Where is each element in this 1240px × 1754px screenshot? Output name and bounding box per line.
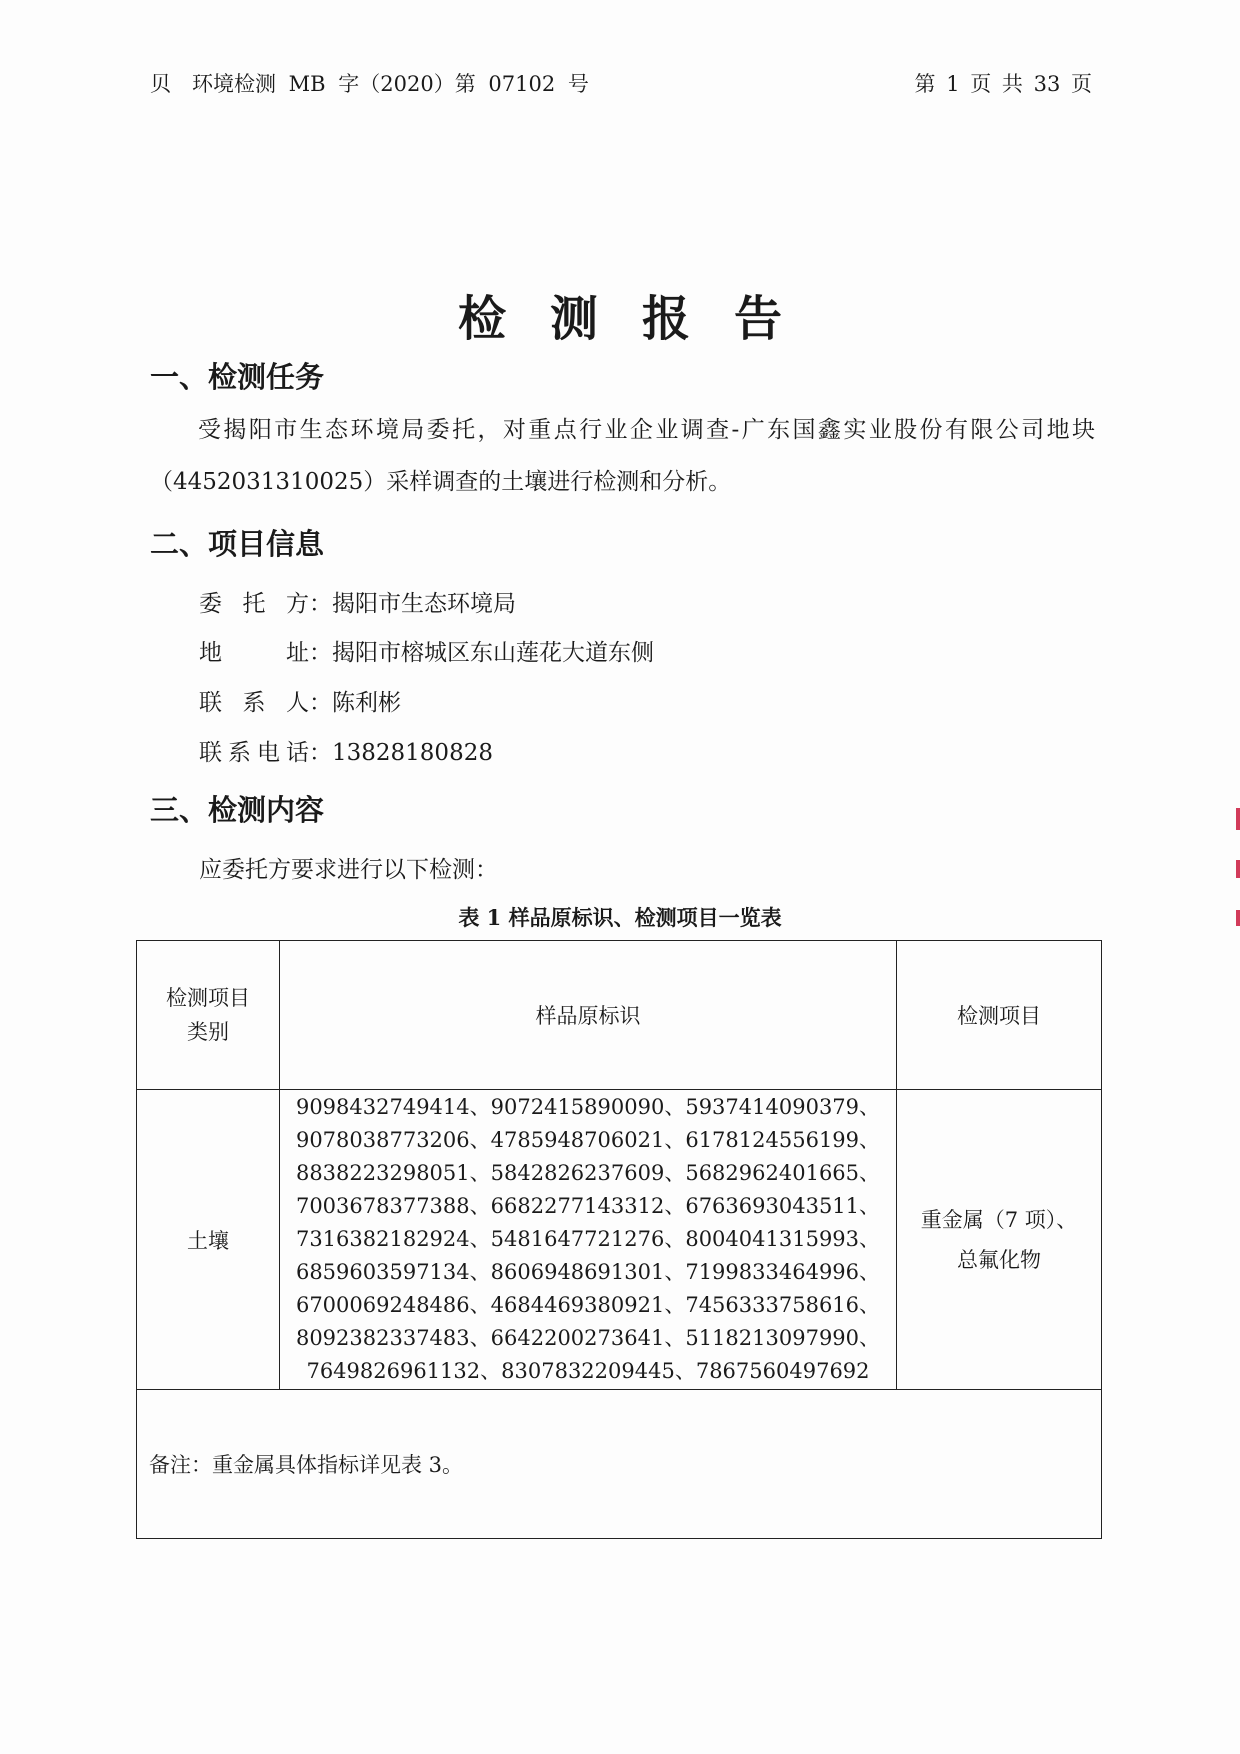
info-row-address: 地址：揭阳市榕城区东山莲花大道东侧 (199, 634, 654, 667)
header-sample-ids: 样品原标识 (280, 941, 897, 1090)
seal-edge-mark (1236, 808, 1240, 830)
task-description: 受揭阳市生态环境局委托，对重点行业企业调查-广东国鑫实业股份有限公司地块（4452031310025）采样调查的土壤进行检测和分析。 (150, 417, 1095, 495)
sample-id-line: 7649826961132、8307832209445、7867560497692 (306, 1359, 870, 1383)
header-test-items: 检测项目 (897, 941, 1102, 1090)
cell-category: 土壤 (137, 1090, 280, 1390)
section-heading-content: 三、检测内容 (150, 793, 325, 827)
table-note-row (137, 1390, 1102, 1539)
report-title: 检测报告 (457, 291, 826, 347)
seal-edge-mark (1236, 860, 1240, 878)
info-label: 联系人 (199, 690, 309, 716)
header-category: 检测项目类别 (137, 941, 280, 1090)
page-indicator: 第 1 页 共 33 页 (914, 72, 1092, 96)
info-row-client: 委托方：揭阳市生态环境局 (199, 585, 516, 618)
content-description: 应委托方要求进行以下检测： (199, 857, 498, 883)
sample-id-line: 7316382182924、5481647721276、8004041315993、 (295, 1227, 881, 1251)
info-value: 陈利彬 (332, 690, 401, 716)
section-heading-task: 一、检测任务 (150, 360, 325, 394)
sample-id-line: 8838223298051、5842826237609、5682962401665、 (295, 1161, 881, 1185)
sample-id-line: 8092382337483、6642200273641、5118213097990、 (295, 1326, 881, 1350)
sample-id-line: 9078038773206、4785948706021、6178124556199、 (295, 1128, 881, 1152)
table-row (137, 1090, 1102, 1390)
table-note: 备注：重金属具体指标详见表 3。 (137, 1390, 1102, 1539)
sample-id-line: 9098432749414、9072415890090、5937414090379、 (295, 1095, 881, 1119)
info-value: 揭阳市生态环境局 (332, 591, 516, 617)
sample-id-line: 6859603597134、8606948691301、7199833464996、 (295, 1260, 881, 1284)
info-value: 揭阳市榕城区东山莲花大道东侧 (332, 640, 654, 666)
info-label: 委托方 (199, 591, 309, 617)
cell-sample-ids (280, 1090, 897, 1390)
seal-edge-mark (1236, 910, 1240, 926)
table-caption: 表 1 样品原标识、检测项目一览表 (458, 905, 782, 930)
cell-test-items (897, 1090, 1102, 1390)
info-label: 地址 (199, 640, 309, 666)
info-value: 13828180828 (332, 740, 493, 766)
test-item: 总氟化物 (957, 1247, 1041, 1272)
info-row-contact: 联系人：陈利彬 (199, 684, 401, 717)
table-header-row (137, 941, 1102, 1090)
sample-id-line: 6700069248486、4684469380921、7456333758616、 (295, 1293, 881, 1317)
info-row-phone: 联系电话：13828180828 (199, 734, 493, 767)
test-item: 重金属（7 项）、 (920, 1207, 1078, 1232)
sample-id-line: 7003678377388、6682277143312、6763693043511、 (295, 1194, 881, 1218)
info-label: 联系电话 (199, 740, 309, 766)
report-number: 贝 环境检测 MB 字（2020）第 07102 号 (150, 72, 589, 96)
sample-table (136, 940, 1102, 1539)
section-heading-project: 二、项目信息 (150, 527, 325, 561)
